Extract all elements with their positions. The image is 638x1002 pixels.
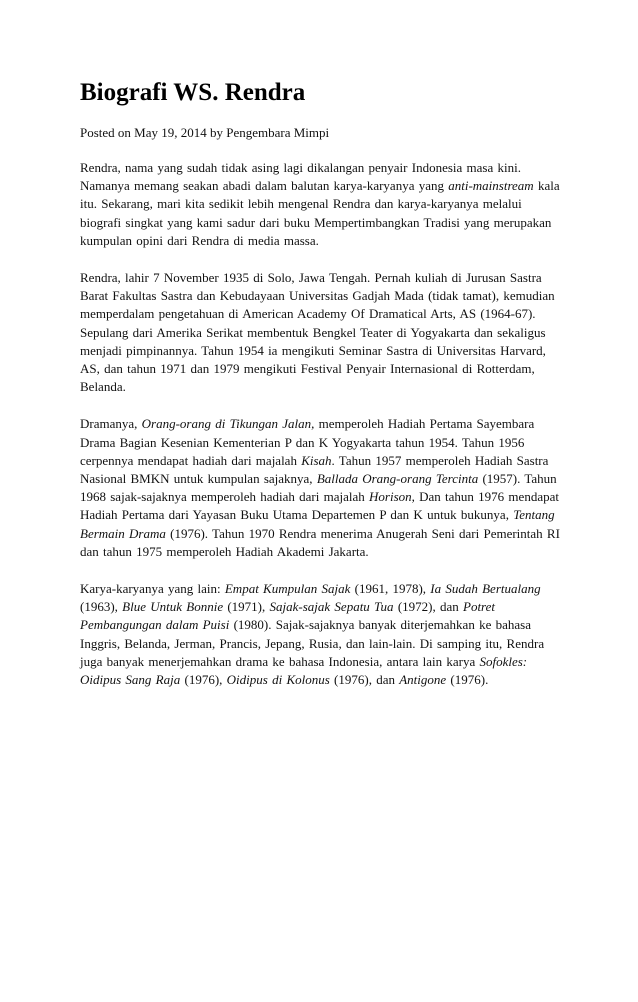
paragraph-text: Rendra, nama yang sudah tidak asing lagi dikalangan penyair Indonesia masa kini. Namanya memang seakan abadi dalam balutan karya-karyanya yang xyxy=(80,160,521,194)
paragraph-text: (1976), dan xyxy=(329,672,400,688)
paragraph-text: (1976). xyxy=(446,672,489,688)
paragraph-text: (1980). Sajak-sajaknya banyak diterjemahkan ke bahasa Inggris, Belanda, Jerman, Prancis, Jepang, Rusia, dan lain-lain. Di samping itu, Rendra juga banyak menerjemahkan drama ke bahasa Indonesia, antara lain karya xyxy=(80,617,545,669)
paragraph-intro xyxy=(80,159,564,250)
paragraph-text: kala itu. Sekarang, mari kita sedikit lebih mengenal Rendra dan karya-karyanya melalui biografi singkat yang kami sadur dari buku Mempertimbangkan Tradisi yang merupakan kumpulan opini dari Rendra di media massa. xyxy=(80,178,560,248)
paragraph-works xyxy=(80,580,564,689)
italic-title-text: Horison, xyxy=(369,489,415,505)
italic-title-text: Antigone xyxy=(399,672,447,688)
paragraph-text: (1972), dan xyxy=(393,599,463,615)
italic-title-text: Orang-orang di Tikungan Jalan, xyxy=(141,416,315,432)
paragraph-text: (1957). Tahun 1968 sajak-sajaknya memperoleh hadiah dari majalah xyxy=(80,471,557,505)
italic-title-text: anti-mainstream xyxy=(448,178,534,194)
italic-title-text: Blue Untuk Bonnie xyxy=(122,599,224,615)
paragraph-text: (1963), xyxy=(80,599,123,615)
paragraph-text: . Tahun 1957 memperoleh Hadiah Sastra Nasional BMKN untuk kumpulan sajaknya, xyxy=(80,452,549,487)
post-meta: Posted on May 19, 2014 by Pengembara Mimpi xyxy=(80,125,330,140)
italic-title-text: Ballada Orang-orang Tercinta xyxy=(316,471,479,487)
italic-title-text: Kisah xyxy=(301,452,332,468)
paragraph-text: (1961, 1978), xyxy=(350,581,431,597)
italic-title-text: Sofokles: Oidipus Sang Raja xyxy=(80,653,528,688)
italic-title-text: Oidipus di Kolonus xyxy=(226,672,330,688)
paragraph-text: memperoleh Hadiah Pertama Sayembara Drama Bagian Kesenian Kementerian P dan K Yogyakarta tahun 1954. Tahun 1956 cerpennya mendapat hadiah dari majalah xyxy=(80,416,535,468)
paragraph-text: Rendra, lahir 7 November 1935 di Solo, Jawa Tengah. Pernah kuliah di Jurusan Sastra Barat Fakultas Sastra dan Kebudayaan Universitas Gadjah Mada (tidak tamat), kemudian memperdalam pengetahuan di American Academy Of Dramatical Arts, AS (1964-67). Sepulang dari Amerika Serikat membentuk Bengkel Teater di Yogyakarta dan sekaligus menjadi pimpinannya. Tahun 1954 ia mengikuti Seminar Sastra di Universitas Harvard, AS, dan tahun 1971 dan 1979 mengikuti Festival Penyair Internasional di Rotterdam, Belanda. xyxy=(80,270,555,395)
paragraph-early-life xyxy=(80,269,564,396)
italic-title-text: Ia Sudah Bertualang xyxy=(430,581,541,597)
italic-title-text: Empat Kumpulan Sajak xyxy=(224,581,351,597)
italic-title-text: Sajak-sajak Sepatu Tua xyxy=(269,599,394,615)
document-page xyxy=(80,78,564,689)
paragraph-text: Karya-karyanya yang lain: xyxy=(80,581,225,597)
italic-title-text: Tentang Bermain Drama xyxy=(80,507,555,541)
paragraph-text: Dan tahun 1976 mendapat Hadiah Pertama dari Yayasan Buku Utama Departemen P dan K untuk bukunya, xyxy=(80,489,559,523)
paragraph-text: (1971), xyxy=(223,599,270,615)
page-title: Biografi WS. Rendra xyxy=(80,79,306,106)
paragraph-awards xyxy=(80,415,564,561)
italic-title-text: Potret Pembangungan dalam Puisi xyxy=(80,599,496,633)
paragraph-text: (1976), xyxy=(180,672,227,688)
paragraph-text: (1976). Tahun 1970 Rendra menerima Anugerah Seni dari Pemerintah RI dan tahun 1975 memperoleh Hadiah Akademi Jakarta. xyxy=(80,525,560,559)
paragraph-text: Dramanya, xyxy=(80,416,142,432)
